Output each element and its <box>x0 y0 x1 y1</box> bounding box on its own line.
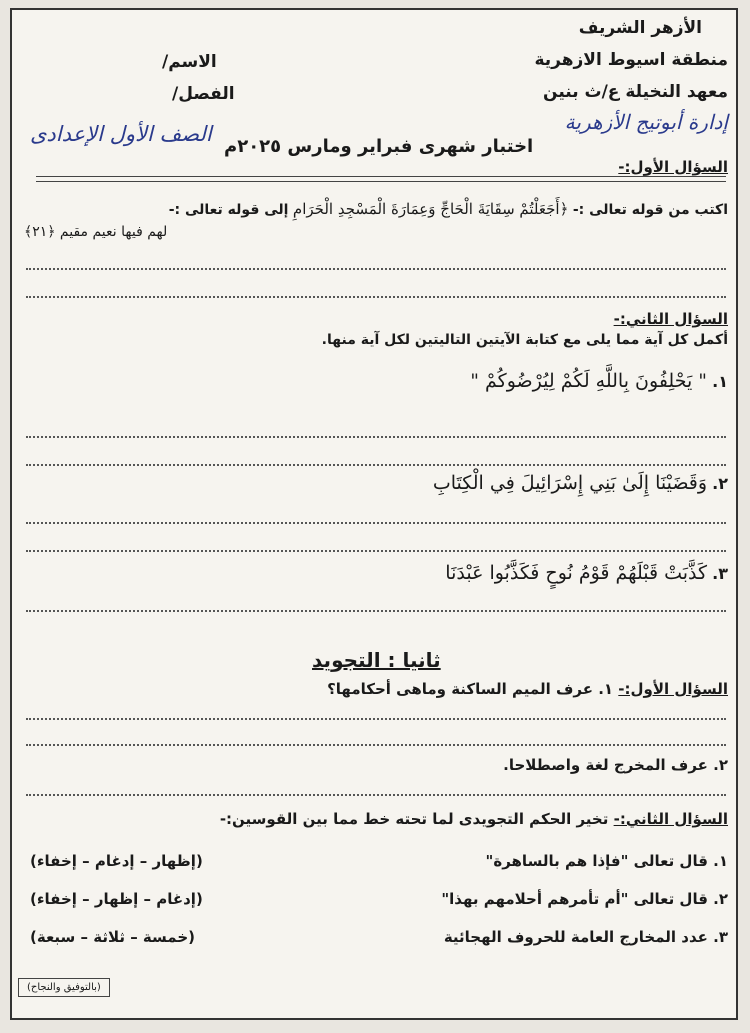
choices: (خمسة – ثلاثة – سبعة) <box>30 928 196 946</box>
answer-line <box>26 296 726 298</box>
s1-q2-item <box>445 562 728 584</box>
verse-text: " يَحْلِفُونَ بِاللَّهِ لَكُمْ لِيُرْضُوكُمْ " <box>470 370 708 392</box>
admin-handwritten: إدارة أبوتيج الأزهرية <box>564 110 728 134</box>
s2-q2-item <box>444 928 728 946</box>
s1-q1-connector: إلى قوله تعالى :- <box>168 202 289 218</box>
item-number: ٢. <box>713 890 728 908</box>
item-number: ٢. <box>713 756 728 774</box>
s1-q1-verse-start: ﴿أَجَعَلْتُمْ سِقَايَةَ الْحَاجِّ وَعِمَارَةَ الْمَسْجِدِ الْحَرَامِ <box>292 200 569 218</box>
exam-title: اختبار شهرى فبراير ومارس ٢٠٢٥م <box>224 136 534 157</box>
item-number: ١. <box>598 680 614 698</box>
answer-line <box>26 464 726 466</box>
answer-line <box>26 610 726 612</box>
item-number: ٣. <box>713 928 728 946</box>
s1-q2-item <box>470 370 728 392</box>
s2-q1-item-row <box>503 756 728 774</box>
institute-name: معهد النخيلة ع/ث بنين <box>543 82 728 102</box>
s1-q2-instruction: أكمل كل آية مما يلى مع كتابة الآيتين التاليتين لكل آية منها. <box>321 332 728 348</box>
exam-page <box>10 8 738 1020</box>
verse-text: كَذَّبَتْ قَبْلَهُمْ قَوْمُ نُوحٍ فَكَذَّبُوا عَبْدَنَا <box>445 562 708 584</box>
answer-line <box>26 268 726 270</box>
s2-q1-line <box>327 680 728 698</box>
s2-q2-title: السؤال الثاني:- <box>613 810 728 828</box>
answer-line <box>26 744 726 746</box>
item-number: ٣. <box>712 564 728 583</box>
choices: (إظهار – إدغام – إخفاء) <box>30 852 203 870</box>
org-name: الأزهر الشريف <box>578 18 702 38</box>
answer-line <box>26 718 726 720</box>
s1-q1-instruction: اكتب من قوله تعالى :- <box>572 202 728 218</box>
answer-line <box>26 436 726 438</box>
section2-heading: ثانيا : التجويد <box>312 648 441 672</box>
item-number: ٢. <box>712 474 728 493</box>
s1-q1-verse-end: لهم فيها نعيم مقيم ﴿٢١﴾ <box>24 224 168 240</box>
s1-q2-title: السؤال الثاني:- <box>613 310 728 328</box>
item-text: قال تعالى "فإذا هم بالساهرة" <box>485 852 708 870</box>
footer-note: (بالتوفيق والنجاح) <box>18 978 110 997</box>
class-label: الفصل/ <box>172 84 235 104</box>
answer-line <box>26 550 726 552</box>
verse-text: وَقَضَيْنَا إِلَىٰ بَنِي إِسْرَائِيلَ فِي الْكِتَابِ <box>432 472 708 494</box>
s1-q1-title: السؤال الأول:- <box>618 158 728 176</box>
choices: (إدغام – إظهار – إخفاء) <box>30 890 203 908</box>
item-number: ١. <box>713 852 728 870</box>
s2-q1-item: عرف الميم الساكنة وماهى أحكامها؟ <box>327 680 593 698</box>
s2-q1-item: عرف المخرج لغة واصطلاحا. <box>503 756 708 774</box>
s2-q2-instruction: تخير الحكم التجويدى لما تحته خط مما بين القوسين:- <box>219 810 609 828</box>
answer-line <box>26 794 726 796</box>
s1-q2-item <box>433 472 728 494</box>
name-label: الاسم/ <box>162 52 217 72</box>
s1-q1-line <box>169 200 728 218</box>
header-divider <box>36 176 726 182</box>
s2-q2-line <box>220 810 728 828</box>
s2-q2-item <box>441 890 728 908</box>
grade-handwritten: الصف الأول الإعدادى <box>30 122 212 146</box>
answer-line <box>26 522 726 524</box>
region-name: منطقة اسيوط الازهرية <box>534 50 728 70</box>
s2-q1-title: السؤال الأول:- <box>618 680 728 698</box>
item-text: قال تعالى "أم تأمرهم أحلامهم بهذا" <box>441 890 708 908</box>
item-text: عدد المخارج العامة للحروف الهجائية <box>443 928 708 946</box>
s2-q2-item <box>486 852 728 870</box>
item-number: ١. <box>712 372 728 391</box>
